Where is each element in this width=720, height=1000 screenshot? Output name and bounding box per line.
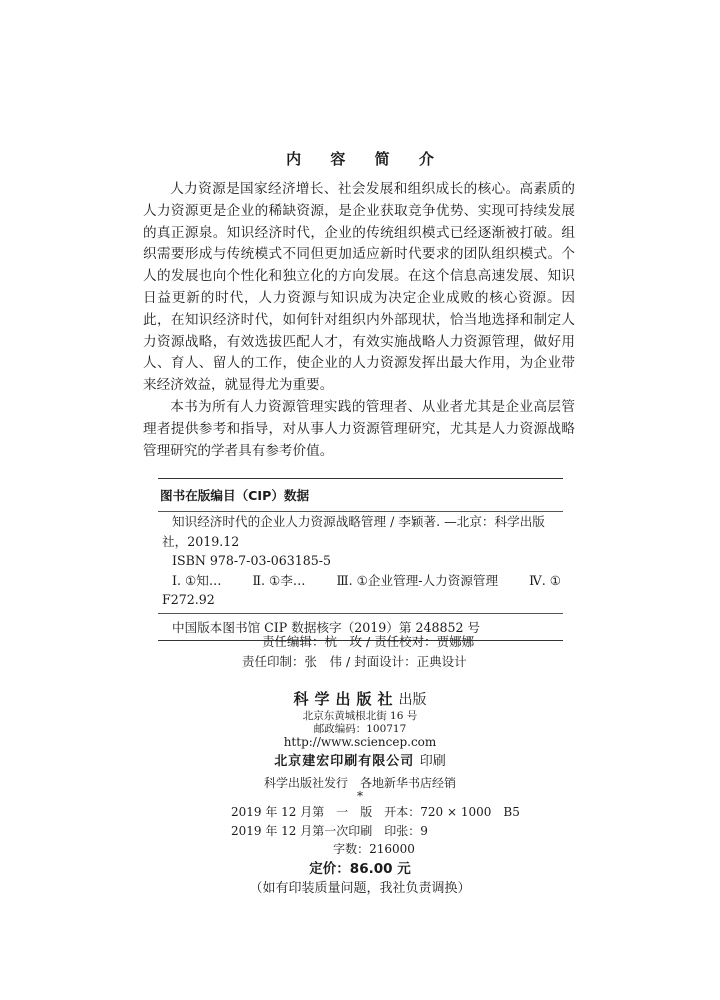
cip-class-item: Ⅳ. ① xyxy=(529,572,561,588)
cip-title-line: 知识经济时代的企业人力资源战略管理 / 李颖著. —北京：科学出版 xyxy=(172,514,545,529)
cip-block xyxy=(158,478,563,641)
cip-class-item: Ⅱ. ①李… xyxy=(252,572,306,588)
price: 定价：86.00 元 xyxy=(309,861,411,877)
cip-record-number: 中国版本图书馆 CIP 数据核字（2019）第 248852 号 xyxy=(158,613,563,640)
printer-logo-text: 北京建宏印刷有限公司 xyxy=(274,754,415,769)
publisher-logo-text: 科学出版社 xyxy=(293,690,399,708)
intro-paragraph: 人力资源是国家经济增长、社会发展和组织成长的核心。高素质的人力资源更是企业的稀缺资源，是企业获取竞争优势、实现可持续发展的真正源泉。知识经济时代，企业的传统组织模式已经逐渐被打破。组织需要形成与传统模式不同但更加适应新时代要求的团队组织模式。个人的发展也向个性化和独立化的方向发展。在这个信息高速发展、知识日益更新的时代，人力资源与知识成为决定企业成败的核心资源。因此，在知识经济时代，如何针对组织内外部现状，恰当地选择和制定人力资源战略，有效选拔匹配人才，有效实施战略人力资源管理，做好用人、育人、留人的工作，使企业的人力资源发挥出最大作用，为企业带来经济效益，就显得尤为重要。 xyxy=(143,181,575,394)
printer-name xyxy=(0,750,720,769)
page-title: 内 容 简 介 xyxy=(286,150,446,168)
publisher-url: http://www.sciencep.com xyxy=(283,735,437,749)
cip-isbn: ISBN 978-7-03-063185-5 xyxy=(172,553,332,568)
publisher-postcode: 邮政编码：100717 xyxy=(313,723,407,735)
edition-info: 2019 年 12 月第 一 版 开本：720 × 1000 B5 xyxy=(231,805,520,819)
cip-classification xyxy=(158,571,563,591)
editor-line: 责任编辑：杭 玫 / 责任校对：贾娜娜 xyxy=(262,634,475,649)
cip-title-line: 社，2019.12 xyxy=(162,533,240,549)
printer-suffix: 印刷 xyxy=(419,754,446,769)
editor-line: 责任印制：张 伟 / 封面设计：正典设计 xyxy=(242,654,467,669)
quality-notice: （如有印装质量问题，我社负责调换） xyxy=(249,881,471,896)
publisher-address: 北京东黄城根北街 16 号 xyxy=(302,710,418,722)
cip-heading: 图书在版编目（CIP）数据 xyxy=(158,479,563,512)
cip-class-item: Ⅰ. ①知… xyxy=(172,572,222,588)
word-count: 字数：216000 xyxy=(333,842,415,856)
publisher-name xyxy=(0,688,720,709)
publisher-suffix: 出版 xyxy=(398,692,427,708)
distribution-info: 科学出版社发行 各地新华书店经销 xyxy=(263,776,456,790)
printing-info: 2019 年 12 月第一次印刷 印张：9 xyxy=(231,824,428,838)
cip-class-code: F272.92 xyxy=(162,592,215,607)
cip-class-item: Ⅲ. ①企业管理-人力资源管理 xyxy=(336,572,499,588)
intro-text xyxy=(143,179,575,462)
separator-asterisk: * xyxy=(357,789,363,803)
editor-credits xyxy=(0,632,720,672)
intro-paragraph: 本书为所有人力资源管理实践的管理者、从业者尤其是企业高层管理者提供参考和指导，对从事人力资源管理研究，尤其是人力资源战略管理研究的学者具有参考价值。 xyxy=(143,398,575,459)
